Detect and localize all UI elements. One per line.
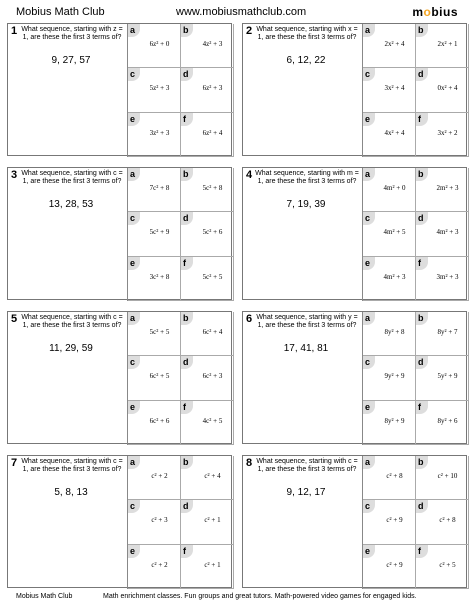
option-expression: 8y² + 7	[437, 328, 458, 336]
sequence-terms: 9, 27, 57	[51, 55, 91, 66]
answer-option-e[interactable]	[128, 545, 181, 589]
answer-option-f[interactable]	[416, 545, 469, 589]
option-letter: a	[128, 168, 140, 181]
sequence-terms: 5, 8, 13	[54, 487, 88, 498]
option-letter: d	[416, 68, 428, 81]
option-letter: b	[416, 24, 428, 37]
option-expression: 5c² + 5	[202, 272, 223, 281]
page-footer	[16, 593, 458, 605]
answer-options	[127, 456, 233, 589]
option-expression: 8y² + 8	[384, 328, 405, 336]
option-expression: 3x² + 2	[437, 128, 458, 137]
option-letter: f	[181, 113, 193, 126]
option-letter: a	[128, 312, 140, 325]
answer-option-f[interactable]	[181, 257, 234, 301]
problem-prompt: What sequence, starting with y = 1, are these the first 3 terms of?	[256, 314, 358, 329]
answer-option-e[interactable]	[128, 257, 181, 301]
answer-option-a[interactable]	[363, 456, 416, 500]
problem-prompt: What sequence, starting with c = 1, are these the first 3 terms of?	[256, 458, 358, 473]
problem-prompt: What sequence, starting with z = 1, are these the first 3 terms of?	[21, 26, 123, 41]
answer-option-e[interactable]	[363, 113, 416, 157]
problem-number: 6	[246, 313, 253, 325]
option-expression: 6z² + 3	[202, 84, 223, 93]
option-expression: 6z² + 4	[202, 128, 223, 137]
option-letter: e	[363, 545, 375, 558]
option-expression: 4m² + 3	[383, 272, 406, 281]
option-letter: e	[363, 113, 375, 126]
option-letter: b	[416, 312, 428, 325]
option-expression: c² + 8	[386, 472, 403, 480]
option-expression: 6z² + 0	[149, 40, 170, 48]
option-expression: c² + 10	[437, 472, 458, 480]
answer-option-c[interactable]	[128, 500, 181, 544]
option-expression: 2x² + 1	[437, 40, 458, 48]
option-letter: b	[416, 456, 428, 469]
answer-option-a[interactable]	[363, 24, 416, 68]
sequence-terms: 7, 19, 39	[286, 199, 326, 210]
option-expression: c² + 3	[151, 516, 168, 525]
answer-option-b[interactable]	[416, 312, 469, 356]
answer-option-b[interactable]	[181, 312, 234, 356]
answer-options	[362, 312, 468, 445]
option-expression: 3z² + 3	[149, 128, 170, 137]
option-letter: d	[181, 356, 193, 369]
problem-prompt: What sequence, starting with c = 1, are these the first 3 terms of?	[21, 458, 123, 473]
option-letter: b	[416, 168, 428, 181]
answer-option-a[interactable]	[363, 312, 416, 356]
option-expression: 5c² + 9	[149, 228, 170, 237]
option-expression: 4z² + 3	[202, 40, 223, 48]
problem-4	[242, 167, 467, 300]
option-letter: d	[181, 68, 193, 81]
answer-option-e[interactable]	[363, 257, 416, 301]
page-header	[16, 6, 458, 20]
option-letter: c	[128, 500, 140, 513]
option-letter: b	[181, 168, 193, 181]
option-letter: e	[128, 257, 140, 270]
option-expression: 4x² + 4	[384, 128, 405, 137]
answer-option-d[interactable]	[181, 500, 234, 544]
option-expression: 6c² + 4	[202, 328, 223, 336]
option-letter: a	[128, 456, 140, 469]
answer-option-d[interactable]	[181, 212, 234, 256]
sequence-terms: 9, 12, 17	[286, 487, 326, 498]
option-letter: b	[181, 24, 193, 37]
option-letter: c	[363, 68, 375, 81]
sequence-terms: 11, 29, 59	[49, 343, 93, 354]
option-expression: 4m² + 3	[436, 228, 459, 237]
answer-option-d[interactable]	[181, 356, 234, 400]
option-expression: 2x² + 4	[384, 40, 405, 48]
answer-option-a[interactable]	[128, 24, 181, 68]
answer-option-a[interactable]	[363, 168, 416, 212]
option-letter: f	[416, 257, 428, 270]
option-letter: d	[181, 500, 193, 513]
worksheet-grid	[7, 23, 467, 588]
problem-prompt: What sequence, starting with x = 1, are these the first 3 terms of?	[256, 26, 358, 41]
option-letter: f	[181, 401, 193, 414]
option-letter: d	[416, 500, 428, 513]
answer-option-c[interactable]	[128, 68, 181, 112]
problem-prompt: What sequence, starting with c = 1, are these the first 3 terms of?	[21, 170, 123, 185]
answer-option-e[interactable]	[128, 401, 181, 445]
option-expression: c² + 2	[151, 472, 168, 480]
answer-option-f[interactable]	[416, 257, 469, 301]
answer-option-b[interactable]	[416, 168, 469, 212]
answer-options	[127, 312, 233, 445]
answer-option-a[interactable]	[128, 456, 181, 500]
club-name: Mobius Math Club	[16, 6, 105, 18]
answer-options	[127, 24, 233, 157]
answer-option-f[interactable]	[416, 401, 469, 445]
option-expression: 3m² + 3	[436, 272, 459, 281]
option-expression: c² + 2	[151, 560, 168, 569]
answer-option-c[interactable]	[128, 356, 181, 400]
option-letter: a	[128, 24, 140, 37]
option-letter: c	[128, 356, 140, 369]
option-expression: 9y² + 9	[384, 372, 405, 381]
problem-2	[242, 23, 467, 156]
problem-number: 5	[11, 313, 18, 325]
problem-number: 4	[246, 169, 253, 181]
footer-tagline: Math enrichment classes. Fun groups and great tutors. Math-powered video games for engaged kids.	[103, 593, 417, 600]
answer-option-e[interactable]	[363, 545, 416, 589]
option-letter: b	[181, 312, 193, 325]
option-letter: f	[416, 113, 428, 126]
answer-option-e[interactable]	[363, 401, 416, 445]
option-letter: a	[363, 168, 375, 181]
mobius-logo: mobius	[412, 5, 458, 19]
option-letter: c	[363, 500, 375, 513]
problem-7	[7, 455, 232, 588]
answer-option-d[interactable]	[416, 68, 469, 112]
option-expression: c² + 1	[204, 560, 221, 569]
option-expression: 6c² + 5	[149, 372, 170, 381]
answer-option-c[interactable]	[363, 356, 416, 400]
footer-club-name: Mobius Math Club	[16, 593, 73, 600]
option-letter: e	[363, 257, 375, 270]
answer-option-d[interactable]	[416, 212, 469, 256]
option-expression: 5c² + 5	[149, 328, 170, 336]
option-expression: 5y² + 9	[437, 372, 458, 381]
option-expression: 5z² + 3	[149, 84, 170, 93]
answer-options	[362, 24, 468, 157]
sequence-terms: 6, 12, 22	[286, 55, 326, 66]
option-letter: e	[363, 401, 375, 414]
answer-option-a[interactable]	[128, 312, 181, 356]
option-expression: 4m² + 5	[383, 228, 406, 237]
option-expression: 2m² + 3	[436, 184, 459, 192]
website-url[interactable]: www.mobiusmathclub.com	[176, 6, 307, 18]
option-letter: a	[363, 312, 375, 325]
option-letter: e	[128, 401, 140, 414]
answer-option-f[interactable]	[181, 113, 234, 157]
answer-options	[362, 168, 468, 301]
option-expression: 0x² + 4	[437, 84, 458, 93]
problem-3	[7, 167, 232, 300]
problem-number: 2	[246, 25, 253, 37]
option-letter: f	[416, 401, 428, 414]
answer-option-c[interactable]	[363, 212, 416, 256]
option-expression: c² + 9	[386, 560, 403, 569]
option-expression: 7c² + 8	[149, 184, 170, 192]
problem-6	[242, 311, 467, 444]
option-expression: c² + 8	[439, 516, 456, 525]
problem-prompt: What sequence, starting with m = 1, are these the first 3 terms of?	[255, 170, 359, 185]
option-letter: f	[181, 257, 193, 270]
problem-5	[7, 311, 232, 444]
option-letter: d	[416, 212, 428, 225]
option-letter: d	[181, 212, 193, 225]
problem-1	[7, 23, 232, 156]
option-expression: 4c² + 5	[202, 416, 223, 425]
option-expression: c² + 1	[204, 516, 221, 525]
answer-option-c[interactable]	[363, 68, 416, 112]
option-letter: d	[416, 356, 428, 369]
answer-option-d[interactable]	[416, 356, 469, 400]
answer-options	[127, 168, 233, 301]
option-expression: 5c² + 8	[202, 184, 223, 192]
option-expression: 6c² + 6	[149, 416, 170, 425]
answer-option-d[interactable]	[416, 500, 469, 544]
problem-8	[242, 455, 467, 588]
option-letter: e	[128, 545, 140, 558]
problem-number: 8	[246, 457, 253, 469]
option-expression: 3x² + 4	[384, 84, 405, 93]
answer-option-e[interactable]	[128, 113, 181, 157]
answer-option-c[interactable]	[363, 500, 416, 544]
problem-number: 3	[11, 169, 18, 181]
option-letter: c	[363, 356, 375, 369]
option-expression: 3c² + 8	[149, 272, 170, 281]
answer-option-b[interactable]	[181, 24, 234, 68]
option-letter: f	[416, 545, 428, 558]
answer-option-b[interactable]	[181, 456, 234, 500]
option-letter: b	[181, 456, 193, 469]
answer-option-f[interactable]	[416, 113, 469, 157]
answer-options	[362, 456, 468, 589]
option-letter: c	[128, 68, 140, 81]
answer-option-a[interactable]	[128, 168, 181, 212]
option-expression: 5c² + 6	[202, 228, 223, 237]
option-expression: 8y² + 9	[384, 416, 405, 425]
answer-option-c[interactable]	[128, 212, 181, 256]
option-letter: c	[363, 212, 375, 225]
problem-number: 1	[11, 25, 18, 37]
sequence-terms: 17, 41, 81	[283, 343, 329, 354]
answer-option-b[interactable]	[181, 168, 234, 212]
option-expression: c² + 4	[204, 472, 221, 480]
option-expression: c² + 5	[439, 560, 456, 569]
option-expression: 6c² + 3	[202, 372, 223, 381]
option-letter: f	[181, 545, 193, 558]
option-expression: c² + 9	[386, 516, 403, 525]
answer-option-d[interactable]	[181, 68, 234, 112]
option-letter: a	[363, 24, 375, 37]
answer-option-f[interactable]	[181, 545, 234, 589]
problem-prompt: What sequence, starting with c = 1, are these the first 3 terms of?	[21, 314, 123, 329]
option-expression: 4m² + 0	[383, 184, 406, 192]
option-letter: a	[363, 456, 375, 469]
sequence-terms: 13, 28, 53	[48, 199, 94, 210]
problem-number: 7	[11, 457, 18, 469]
option-letter: c	[128, 212, 140, 225]
option-letter: e	[128, 113, 140, 126]
answer-option-f[interactable]	[181, 401, 234, 445]
answer-option-b[interactable]	[416, 456, 469, 500]
answer-option-b[interactable]	[416, 24, 469, 68]
option-expression: 8y² + 6	[437, 416, 458, 425]
